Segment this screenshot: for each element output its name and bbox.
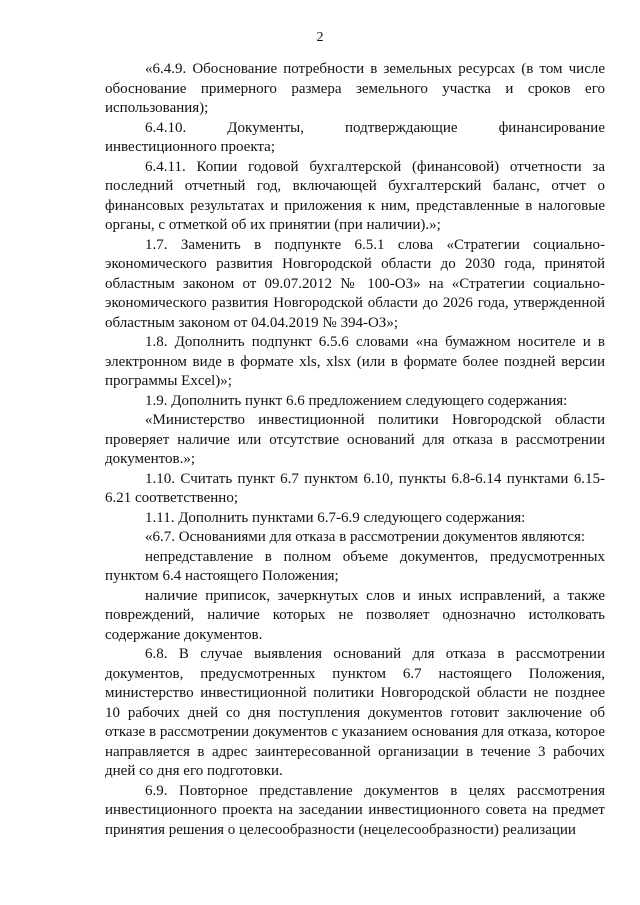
paragraph-6-8: 6.8. В случае выявления оснований для отказа в рассмотрении документов, предусмотренных пунктом 6.7 настоящего Положения, министерство инвестиционной политики Новгородской области не позднее 10 рабочих дней со дня поступления документов готовит заключение об отказе в рассмотрении документов с указанием основания для отказа, которое направляется в адрес заинтересованной организации в течение 3 рабочих дней со дня его подготовки. bbox=[105, 646, 605, 779]
paragraph-1-9: 1.9. Дополнить пункт 6.6 предложением следующего содержания: bbox=[145, 392, 568, 409]
paragraph-nonsubmission: непредставление в полном объеме документов, предусмотренных пунктом 6.4 настоящего Положения; bbox=[105, 548, 605, 584]
paragraph-6-4-11: 6.4.11. Копии годовой бухгалтерской (финансовой) отчетности за последний отчетный год, включающей бухгалтерский баланс, отчет о финансовых результатах и приложения к ним, представленные в налоговые органы, с отметкой об их принятии (при наличии).»; bbox=[105, 158, 605, 233]
paragraph-1-10: 1.10. Считать пункт 6.7 пунктом 6.10, пункты 6.8-6.14 пунктами 6.15-6.21 соответственно; bbox=[105, 470, 605, 506]
paragraph-6-7: «6.7. Основаниями для отказа в рассмотрении документов являются: bbox=[145, 529, 586, 545]
document-body bbox=[105, 60, 605, 840]
paragraph-1-11: 1.11. Дополнить пунктами 6.7-6.9 следующего содержания: bbox=[145, 509, 526, 526]
paragraph-6-4-10: 6.4.10. Документы, подтверждающие финансирование инвестиционного проекта; bbox=[105, 119, 605, 155]
paragraph-1-8: 1.8. Дополнить подпункт 6.5.6 словами «на бумажном носителе и в электронном виде в формате xls, xlsx (или в формате более поздней версии программы Excel)»; bbox=[105, 334, 605, 389]
paragraph-6-9: 6.9. Повторное представление документов в целях рассмотрения инвестиционного проекта на заседании инвестиционного совета на предмет принятия решения о целесообразности (нецелесообразности) реализации bbox=[105, 782, 605, 838]
paragraph-quote-ministry: «Министерство инвестиционной политики Новгородской области проверяет наличие или отсутствие оснований для отказа в рассмотрении документов.»; bbox=[105, 412, 605, 467]
page-number: 2 bbox=[316, 30, 324, 45]
paragraph-6-4-9: «6.4.9. Обоснование потребности в земельных ресурсах (в том числе обоснование примерного размера земельного участка и сроков его использования); bbox=[105, 61, 605, 116]
paragraph-corrections: наличие приписок, зачеркнутых слов и иных исправлений, а также повреждений, наличие которых не позволяет однозначно истолковать содержание документов. bbox=[105, 587, 605, 643]
paragraph-1-7: 1.7. Заменить в подпункте 6.5.1 слова «Стратегии социально-экономического развития Новгородской области до 2030 года, принятой областным законом от 09.07.2012 № 100-ОЗ» на «Стратегии социально-экономического развития Новгородской области до 2026 года, утвержденной областным законом от 04.04.2019 № 394-ОЗ»; bbox=[105, 236, 605, 331]
